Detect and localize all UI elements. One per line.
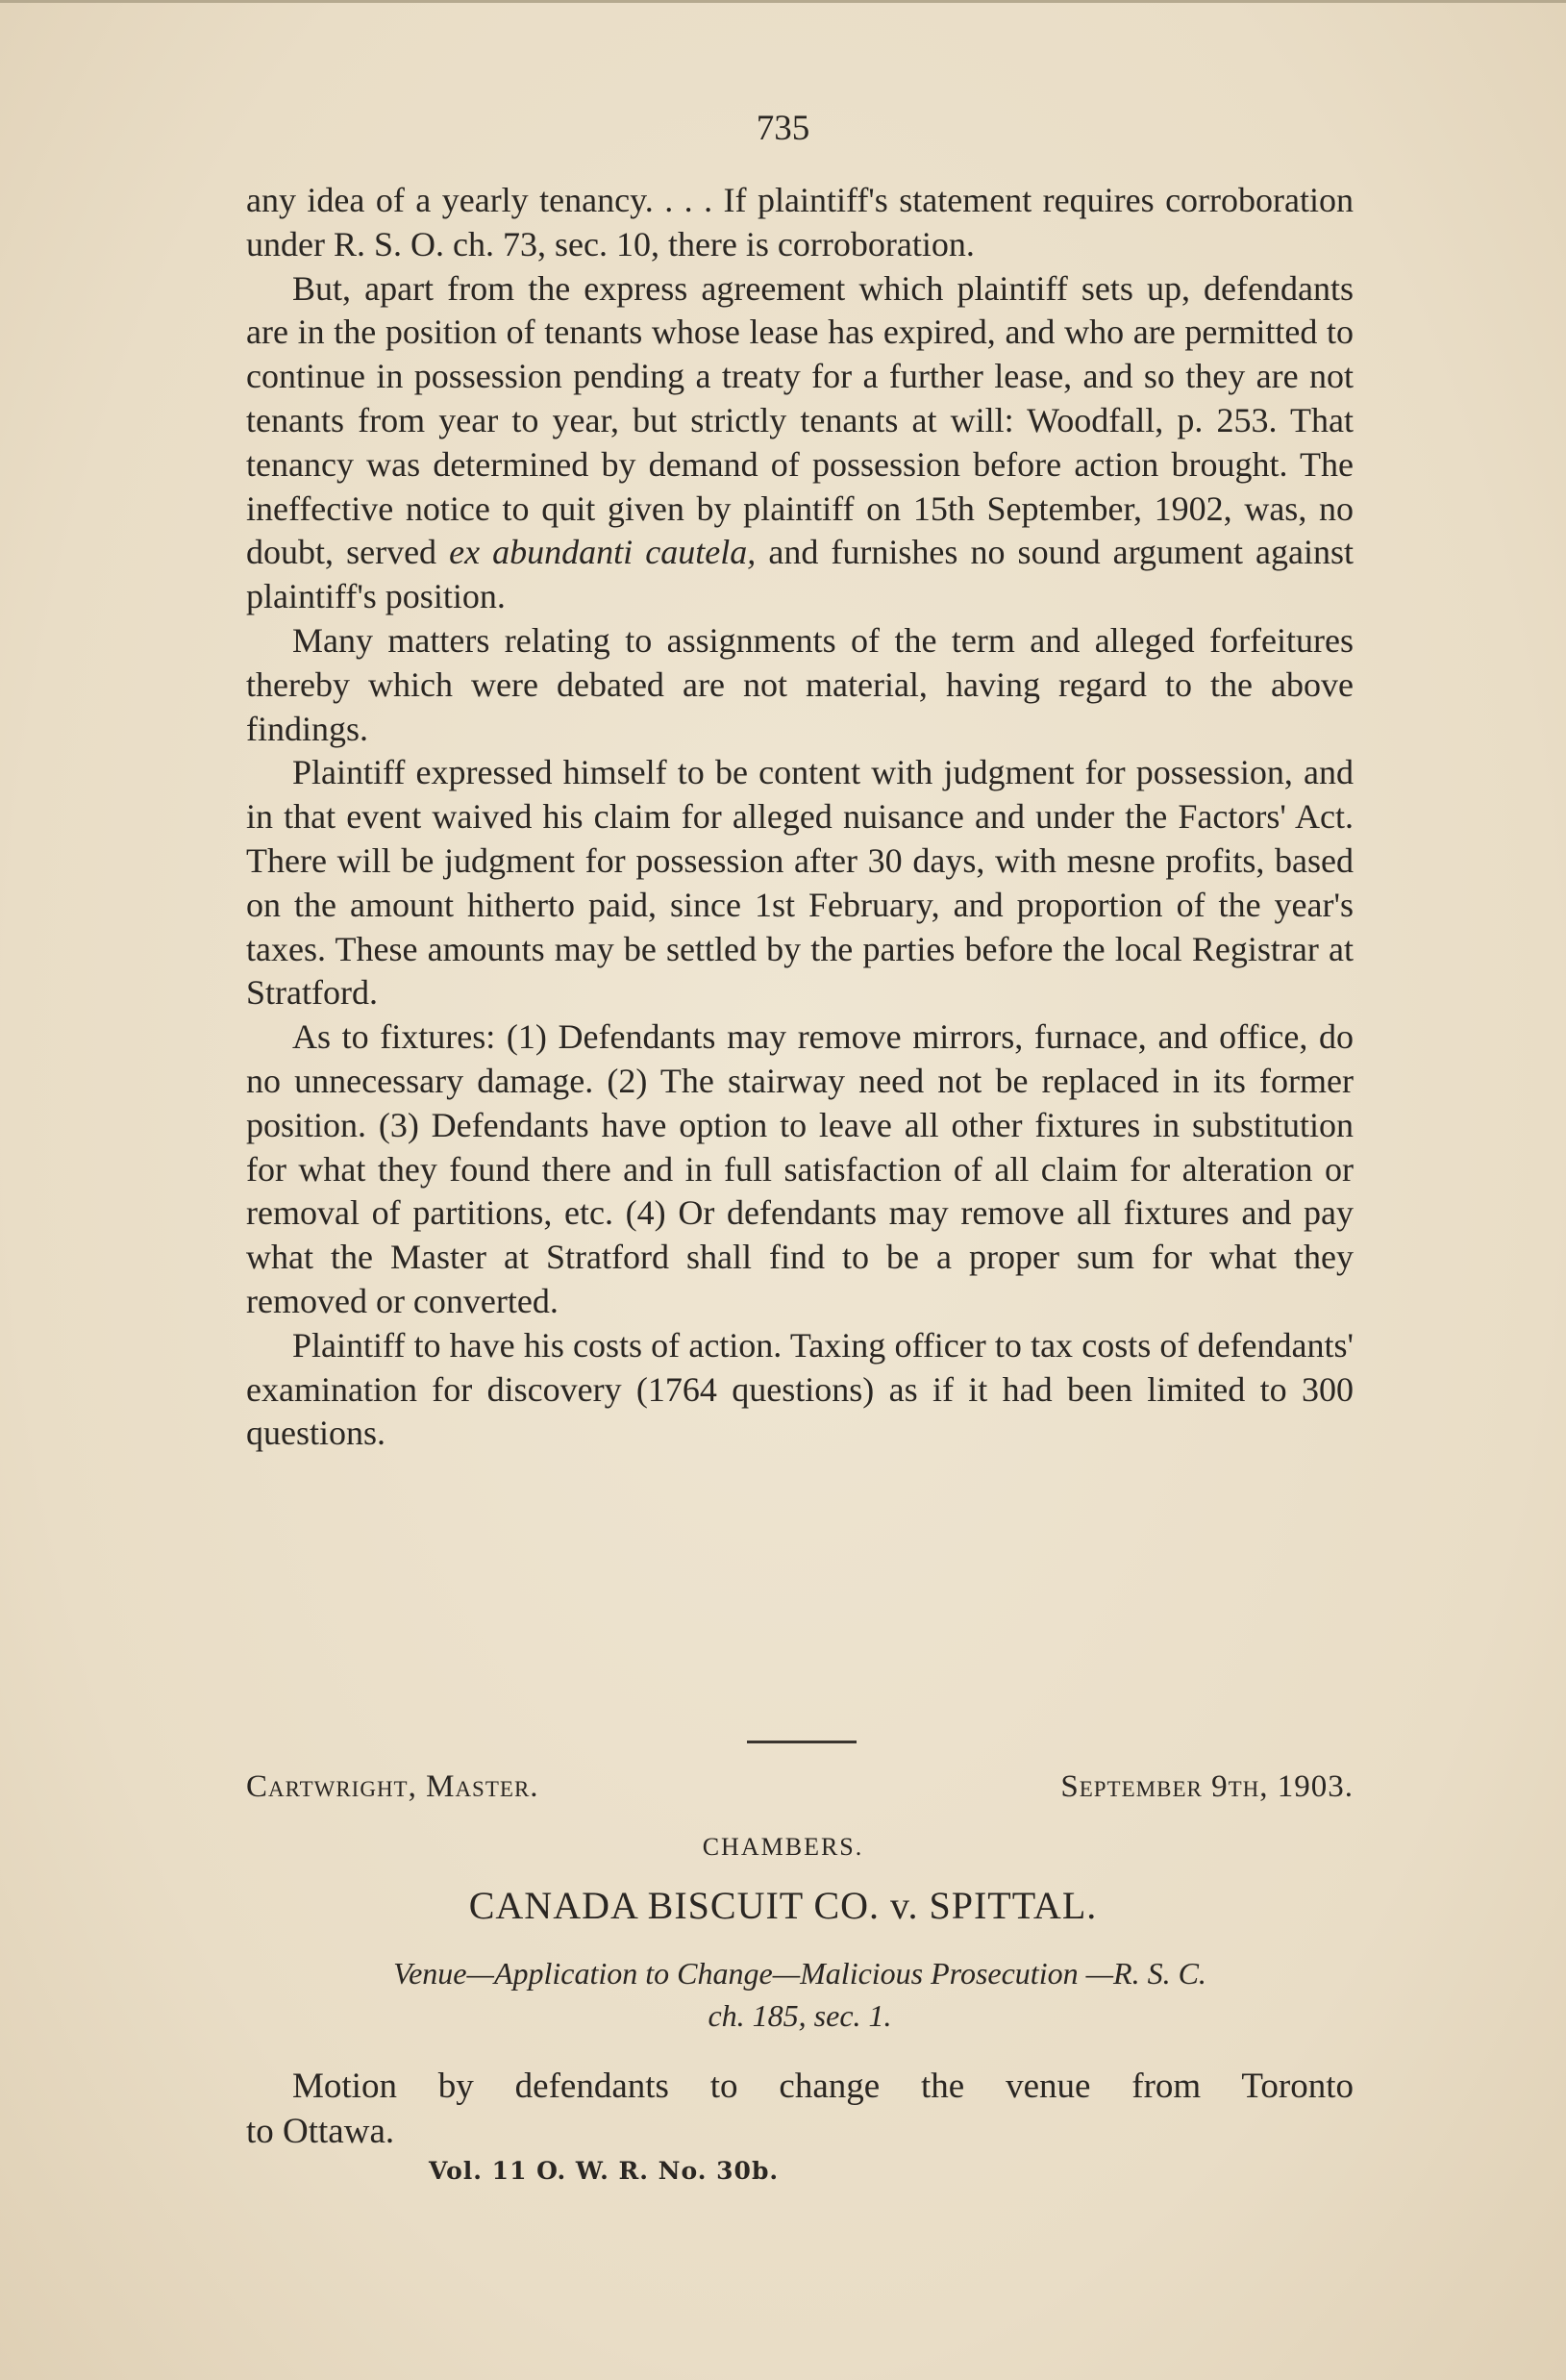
paragraph-4: Plaintiff expressed himself to be content with judgment for possession, and in that event waived his claim for alleged nuisance and under the Factors' Act. There will be judgment for possession after 30 days, with mesne profits, based on the amount hitherto paid, since 1st February, and proportion of the year's taxes. These amounts may be settled by the parties before the local Registrar at Stratford. (246, 753, 1354, 1013)
headnote-line-2: ch. 185, sec. 1. (708, 1998, 892, 2033)
motion-paragraph (246, 2064, 1354, 2154)
case-title: CANADA BISCUIT CO. v. SPITTAL. (468, 1884, 1098, 1927)
headnote (246, 1952, 1354, 2037)
headnote-line-1: Venue—Application to Change—Malicious Prosecution —R. S. C. (393, 1956, 1206, 1991)
page-top-edge (0, 0, 1566, 3)
paragraph-6: Plaintiff to have his costs of action. Taxing officer to tax costs of defendants' examination for discovery (1764 questions) as if it had been limited to 300 questions. (246, 1325, 1354, 1453)
paragraph-5: As to fixtures: (1) Defendants may remove mirrors, furnace, and office, do no unnecessary damage. (2) The stairway need not be replaced in its former position. (3) Defendants have option to leave all other fixtures in substitution for what they found there and in full satisfaction of all claim for alteration or removal of partitions, etc. (4) Or defendants may remove all fixtures and pay what the Master at Stratford shall find to be a proper sum for what they removed or converted. (246, 1017, 1354, 1320)
volume-signature: Vol. 11 O. W. R. No. 30b. (429, 2157, 780, 2185)
body-text (246, 179, 1354, 1456)
paragraph-2-text-b: and furnishes no sound argument against plaintiff's position. (246, 533, 1355, 616)
paragraph-1: any idea of a yearly tenancy. . . . If plaintiff's statement requires corroboration under R. S. O. ch. 73, sec. 10, there is corroboration. (246, 181, 1354, 263)
judgment-date: September 9th, 1903. (1060, 1769, 1354, 1804)
paragraph-2-text-a: But, apart from the express agreement which plaintiff sets up, defendants are in the position of tenants whose lease has expired, and who are permitted to continue in possession pending a treaty for a further lease, and so they are not tenants from year to year, but strictly tenants at will: Woodfall, p. 253. That tenancy was determined by demand of possession before action brought. The ineffective notice to quit given by plaintiff on 15th September, 1902, was, no doubt, served (246, 268, 1354, 572)
page-number: 735 (756, 109, 810, 148)
paragraph-3: Many matters relating to assignments of the term and alleged forfeitures thereby which were debated are not material, having regard to the above findings. (246, 620, 1354, 748)
judge-name: Cartwright, Master. (246, 1769, 539, 1804)
section-divider (747, 1741, 857, 1743)
court-label: CHAMBERS. (702, 1833, 864, 1861)
paragraph-2-latin-phrase: ex abundanti cautela, (449, 533, 757, 572)
motion-line-2: to Ottawa. (246, 2112, 395, 2151)
motion-line-1: Motion by defendants to change the venue from Toronto (292, 2067, 1354, 2106)
paragraph-2 (246, 267, 1354, 619)
